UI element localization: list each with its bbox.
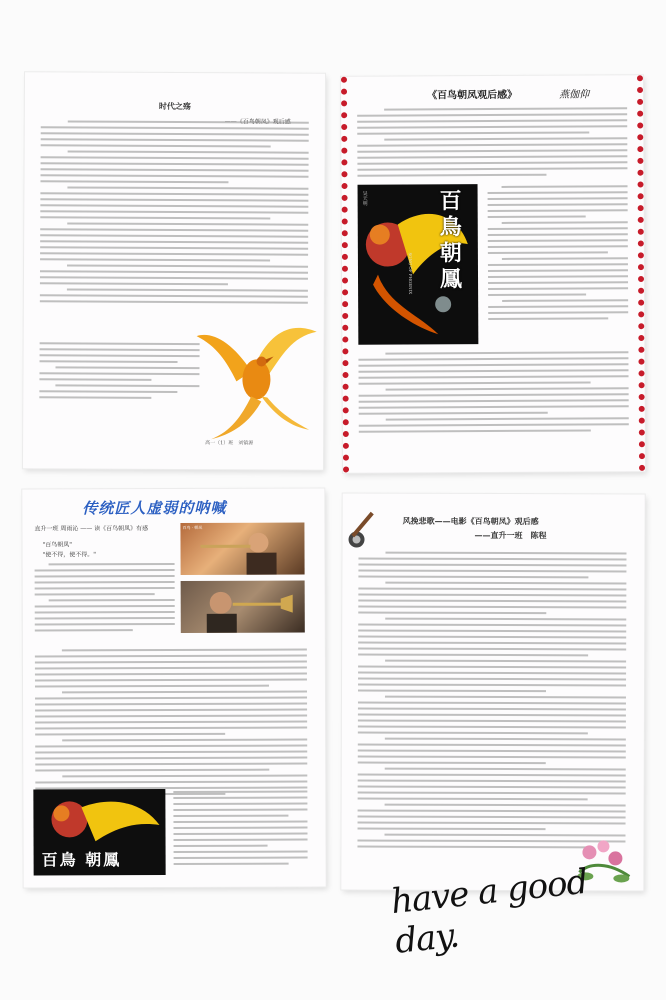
essay-1-body-lower	[39, 342, 199, 403]
essay-2-author-signature: 燕伽仰	[559, 89, 590, 101]
essay-3-quote-2: "使不得，使不得。"	[42, 551, 97, 559]
photo-caption: 百鸟 · 朝凤	[182, 524, 203, 530]
essay-1-caption: 高一（1）班 刘镇源	[205, 440, 254, 447]
essay-4-title: 风挽悲歌——电影《百鸟朝凤》观后感	[402, 515, 539, 527]
poster-small-title: 百鳥 朝鳳	[41, 850, 122, 870]
poster-char-4: 鳳	[439, 266, 463, 293]
essay-1-title: 时代之殇	[158, 100, 191, 112]
phoenix-illustration	[191, 301, 322, 442]
elder-musician-figure	[181, 581, 305, 633]
essay-3-body-left	[35, 563, 175, 635]
poster-english-title: SONG OF PHOENIX	[407, 252, 414, 295]
essay-3-byline: 直升一班 周雨沁 —— 读《百鸟朝凤》有感	[34, 525, 149, 533]
essay-2-title: 《百鸟朝凤观后感》	[427, 89, 518, 102]
essay-4-body	[357, 552, 626, 853]
poster-char-3: 朝	[439, 240, 462, 267]
essay-sheet-4	[341, 493, 644, 890]
essay-3-title: 传统匠人虚弱的呐喊	[82, 498, 227, 518]
essay-sheet-2	[341, 75, 645, 473]
poster-side-text: 吴天明	[361, 190, 368, 206]
poster-char-1: 百	[439, 188, 462, 215]
poster-title-chars	[426, 188, 477, 292]
essay-3-body-bottom	[173, 791, 307, 869]
essay-2-body-bottom	[358, 351, 628, 436]
photo-musician-2	[181, 581, 305, 633]
poster-char-2: 鳥	[439, 214, 462, 241]
handwritten-signature-text: have a good day.	[389, 861, 590, 962]
essay-1-body	[40, 120, 309, 307]
movie-poster-small	[33, 789, 165, 875]
essay-sheet-3	[22, 488, 325, 887]
essay-3-quote-1: "百鸟朝凤"	[42, 541, 73, 549]
essay-3-body-middle	[35, 649, 308, 800]
suona-instrument-icon	[346, 501, 390, 549]
essay-sheet-1	[23, 72, 325, 470]
essay-4-byline: ——直升一班 陈程	[474, 529, 547, 541]
essay-2-body-right	[488, 185, 629, 324]
essay-2-body-top	[357, 107, 627, 180]
